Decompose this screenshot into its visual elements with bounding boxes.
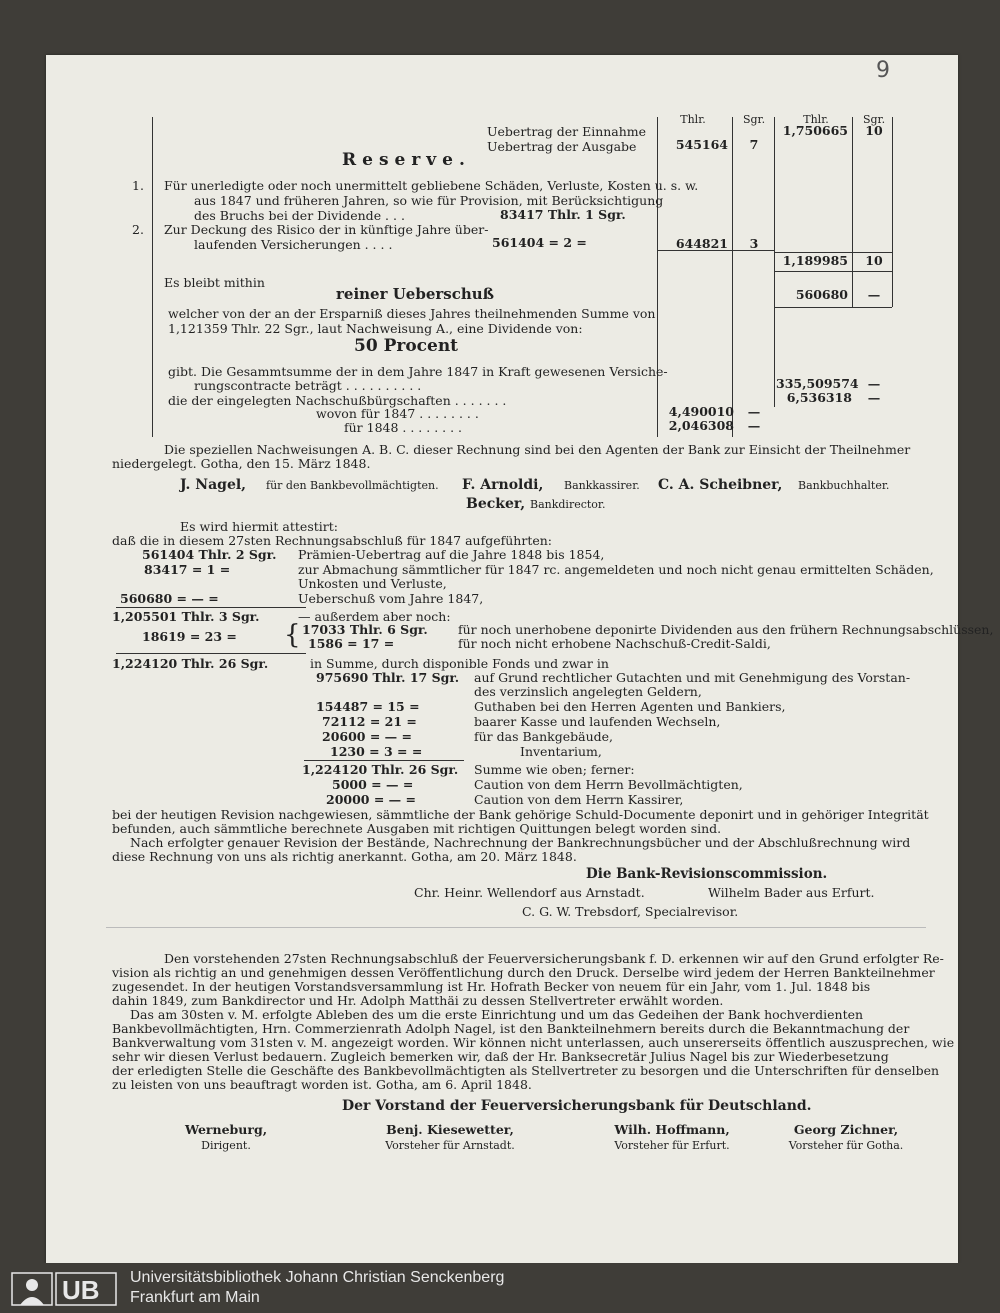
fund-text: des verzinslich angelegten Geldern, <box>474 684 702 699</box>
fund-amount: 5000 = — = <box>332 777 414 792</box>
ueberschuss-amount: 560680 <box>795 287 848 302</box>
table-col-rule <box>892 117 893 307</box>
signature-scheibner: C. A. Scheibner, <box>658 477 783 493</box>
reserve-item2-amount: 561404 = 2 = <box>492 235 587 250</box>
divider <box>106 927 926 928</box>
footer-line1: Universitätsbibliothek Johann Christian Senckenberg <box>130 1269 505 1286</box>
reserve-item1-line: aus 1847 und früheren Jahren, so wie für Provision, mit Berücksichtigung <box>194 193 664 208</box>
final-paragraph: dahin 1849, zum Bankdirector und Hr. Adolph Matthäi zu dessen Stellvertreter erwählt worden. <box>112 993 724 1008</box>
reserve-sum-sgr: 3 <box>749 236 759 251</box>
attest-text: — außerdem aber noch: <box>298 609 451 624</box>
col-header-sgr: Sgr. <box>862 113 886 126</box>
fund-text: Inventarium, <box>520 744 602 759</box>
attest-line: Es wird hiermit attestirt: <box>180 519 338 534</box>
signature-arnoldi: F. Arnoldi, <box>462 477 544 493</box>
final-paragraph: zugesendet. In der heutigen Vorstandsversammlung ist Hr. Hofrath Becker von neuem für ein Jahr, vom 1. Jul. 1848 bis <box>112 979 871 994</box>
final-paragraph: der erledigten Stelle die Geschäfte des Bankbevollmächtigten als Stellvertreter zu besorgen und die Unterschriften für denselben <box>112 1063 940 1078</box>
attest-amount: 17033 Thlr. 6 Sgr. <box>302 622 428 637</box>
ueberschuss-line: rungscontracte beträgt . . . . . . . . . . <box>194 378 422 393</box>
attest-amount: 560680 = — = <box>120 591 219 606</box>
ub-logo <box>10 1271 120 1307</box>
table-col-rule <box>774 117 775 407</box>
ueberschuss-line: wovon für 1847 . . . . . . . . <box>316 406 479 421</box>
fund-text: auf Grund rechtlicher Gutachten und mit Genehmigung des Vorstan- <box>474 670 911 685</box>
vorstand-role: Vorsteher für Erfurt. <box>614 1139 730 1152</box>
dash: — <box>747 418 761 433</box>
amount-1848: 2,046308 <box>668 418 734 433</box>
fund-text: Caution von dem Herrn Kassirer, <box>474 792 684 807</box>
attest-paragraph: befunden, auch sämmtliche berechnete Ausgaben mit richtigen Quittungen belegt worden sind. <box>112 821 722 836</box>
library-footer <box>0 1263 1000 1313</box>
final-paragraph: sehr wir diesen Verlust bedauern. Zugleich bemerken wir, daß der Hr. Banksecretär Julius Nagel bis zur Wiederbesetzung <box>112 1049 889 1064</box>
attest-amount: 1,205501 Thlr. 3 Sgr. <box>112 609 260 624</box>
signature-role: Bankdirector. <box>530 498 606 511</box>
fund-amount: 20600 = — = <box>322 729 412 744</box>
signature-role: Bankbuchhalter. <box>798 479 890 492</box>
col-header-thlr: Thlr. <box>803 113 829 126</box>
es-bleibt-label: Es bleibt mithin <box>164 275 265 290</box>
reserve-item1-amount: 83417 Thlr. 1 Sgr. <box>500 207 626 222</box>
vorstand-signature: Werneburg, <box>184 1122 268 1137</box>
revisor-signature: Wilhelm Bader aus Erfurt. <box>708 885 875 900</box>
sum-rule <box>116 653 306 654</box>
amount-1847: 4,490010 <box>668 404 734 419</box>
page-number: 9 <box>876 58 890 83</box>
einnahme-thlr: 1,750665 <box>782 123 848 138</box>
sum-rule <box>304 760 464 761</box>
ueberschuss-line: die der eingelegten Nachschußbürgschaften . . . . . . . <box>168 393 507 408</box>
fund-amount: 1230 = 3 = = <box>330 744 423 759</box>
attest-amount: 18619 = 23 = <box>142 629 237 644</box>
attest-amount: 1,224120 Thlr. 26 Sgr. <box>112 656 269 671</box>
vorstand-signature: Wilh. Hoffmann, <box>614 1122 730 1137</box>
reserve-total-sgr: 10 <box>865 253 883 268</box>
col-header-sgr: Sgr. <box>742 113 766 126</box>
reserve-item1-line: Für unerledigte oder noch unermittelt gebliebene Schäden, Verluste, Kosten u. s. w. <box>164 178 699 193</box>
fund-text: Caution von dem Herrn Bevollmächtigten, <box>474 777 743 792</box>
fund-text: Summe wie oben; ferner: <box>474 762 635 777</box>
sum-rule <box>774 307 892 308</box>
final-paragraph: Den vorstehenden 27sten Rechnungsabschluß der Feuerversicherungsbank f. D. erkennen wir auf den Grund erfolgter Re- <box>164 951 944 966</box>
reiner-ueberschuss-heading: reiner Ueberschuß <box>336 285 495 303</box>
final-paragraph: zu leisten von uns beauftragt worden ist. Gotha, am 6. April 1848. <box>112 1077 532 1092</box>
attest-text: zur Abmachung sämmtlicher für 1847 rc. angemeldeten und noch nicht genau ermittelten Schäden, <box>298 562 934 577</box>
table-col-rule <box>732 117 733 437</box>
fund-amount: 20000 = — = <box>326 792 416 807</box>
table-col-rule <box>657 117 658 437</box>
table-col-rule <box>852 117 853 307</box>
attest-amount: 1586 = 17 = <box>308 636 395 651</box>
uebertrag-einnahme-label: Uebertrag der Einnahme <box>487 124 647 139</box>
attest-text: in Summe, durch disponible Fonds und zwar in <box>310 656 609 671</box>
fund-amount: 72112 = 21 = <box>322 714 417 729</box>
attest-text: Ueberschuß vom Jahre 1847, <box>298 591 484 606</box>
spezielle-line: Die speziellen Nachweisungen A. B. C. dieser Rechnung sind bei den Agenten der Bank zur Einsicht der Theilnehmer <box>164 442 911 457</box>
attest-amount: 83417 = 1 = <box>144 562 231 577</box>
ueberschuss-sgr: — <box>867 287 881 302</box>
attest-text: für noch nicht erhobene Nachschuß-Credit-Saldi, <box>458 636 771 651</box>
attest-text: für noch unerhobene deponirte Dividenden aus den frühern Rechnungsabschlüssen, <box>458 622 994 637</box>
sum-rule <box>116 607 306 608</box>
item-number: 1. <box>132 178 144 193</box>
ub-logo-text: UB <box>62 1275 100 1305</box>
vorstand-role: Vorsteher für Gotha. <box>788 1139 904 1152</box>
table-left-rule <box>152 117 153 437</box>
vorstand-role: Dirigent. <box>201 1139 251 1152</box>
gesammtsumme-amount: 335,509574 <box>776 376 859 391</box>
fund-text: für das Bankgebäude, <box>474 729 614 744</box>
signature-role: für den Bankbevollmächtigten. <box>266 479 439 492</box>
fund-amount: 154487 = 15 = <box>316 699 420 714</box>
vorstand-signature: Benj. Kiesewetter, <box>386 1122 514 1137</box>
buergschaften-amount: 6,536318 <box>786 390 852 405</box>
vorstand-signature: Georg Zichner, <box>793 1122 899 1137</box>
attest-paragraph: bei der heutigen Revision nachgewiesen, sämmtliche der Bank gehörige Schuld-Documente deponirt und in gehöriger Integrität <box>112 807 929 822</box>
attest-text: Prämien-Uebertrag auf die Jahre 1848 bis 1854, <box>298 547 605 562</box>
fund-amount: 975690 Thlr. 17 Sgr. <box>316 670 460 685</box>
ueberschuss-line: gibt. Die Gesammtsumme der in dem Jahre 1847 in Kraft gewesenen Versiche- <box>168 364 668 379</box>
attest-paragraph: Nach erfolgter genauer Revision der Bestände, Nachrechnung der Bankrechnungsbücher und der Abschlußrechnung wird <box>130 835 911 850</box>
reserve-sum-thlr: 644821 <box>675 236 728 251</box>
vorstand-heading: Der Vorstand der Feuerversicherungsbank für Deutschland. <box>342 1098 812 1114</box>
einnahme-sgr: 10 <box>865 123 883 138</box>
ausgabe-sgr: 7 <box>749 137 759 152</box>
ausgabe-thlr: 545164 <box>675 137 728 152</box>
attest-line: daß die in diesem 27sten Rechnungsabschluß für 1847 aufgeführten: <box>112 533 553 548</box>
final-paragraph: Bankbevollmächtigten, Hrn. Commerzienrath Adolph Nagel, ist den Bankteilnehmern bereits durch die Bekanntmachung der <box>112 1021 910 1036</box>
fund-text: Guthaben bei den Herren Agenten und Bankiers, <box>474 699 786 714</box>
uebertrag-ausgabe-label: Uebertrag der Ausgabe <box>487 139 637 154</box>
document-page <box>46 55 994 1263</box>
fund-amount: 1,224120 Thlr. 26 Sgr. <box>302 762 459 777</box>
attest-amount: 561404 Thlr. 2 Sgr. <box>142 547 277 562</box>
sum-rule <box>774 271 892 272</box>
reserve-item2-line: laufenden Versicherungen . . . . <box>194 237 393 252</box>
reserve-heading: Reserve. <box>342 150 471 170</box>
reserve-item1-line: des Bruchs bei der Dividende . . . <box>194 208 405 223</box>
reserve-item2-line: Zur Deckung des Risico der in künftige Jahre über- <box>164 222 489 237</box>
footer-line2: Frankfurt am Main <box>130 1289 260 1306</box>
revisor-signature: Chr. Heinr. Wellendorf aus Arnstadt. <box>414 885 645 900</box>
final-paragraph: Das am 30sten v. M. erfolgte Ableben des um die erste Einrichtung und um das Gedeihen der Bank hochverdienten <box>130 1007 864 1022</box>
spezielle-line: niedergelegt. Gotha, den 15. März 1848. <box>112 456 371 471</box>
signature-nagel: J. Nagel, <box>180 477 247 493</box>
dash: — <box>867 390 881 405</box>
vorstand-role: Vorsteher für Arnstadt. <box>385 1139 515 1152</box>
revisor-signature: C. G. W. Trebsdorf, Specialrevisor. <box>522 904 739 919</box>
reserve-total-thlr: 1,189985 <box>782 253 848 268</box>
col-header-thlr: Thlr. <box>680 113 706 126</box>
item-number: 2. <box>132 222 144 237</box>
fund-text: baarer Kasse und laufenden Wechseln, <box>474 714 721 729</box>
dash: — <box>747 404 761 419</box>
procent-heading: 50 Procent <box>354 336 459 356</box>
dash: — <box>867 376 881 391</box>
attest-text: Unkosten und Verluste, <box>298 576 447 591</box>
brace: { <box>284 620 301 650</box>
signature-role: Bankkassirer. <box>564 479 640 492</box>
ueberschuss-line: welcher von der an der Ersparniß dieses Jahres theilnehmenden Summe von <box>168 306 656 321</box>
revision-commission-heading: Die Bank-Revisionscommission. <box>586 866 828 882</box>
final-paragraph: Bankverwaltung vom 31sten v. M. angezeigt worden. Wir können nicht unterlassen, auch unsererseits öffentlich auszusprechen, wie <box>112 1035 955 1050</box>
final-paragraph: vision als richtig an und genehmigen dessen Veröffentlichung durch den Druck. Derselbe wird jedem der Herren Bankteilnehmer <box>112 965 935 980</box>
signature-becker: Becker, <box>466 496 526 512</box>
ueberschuss-line: 1,121359 Thlr. 22 Sgr., laut Nachweisung A., eine Dividende von: <box>168 321 583 336</box>
ueberschuss-line: für 1848 . . . . . . . . <box>344 420 463 435</box>
attest-paragraph: diese Rechnung von uns als richtig anerkannt. Gotha, am 20. März 1848. <box>112 849 577 864</box>
